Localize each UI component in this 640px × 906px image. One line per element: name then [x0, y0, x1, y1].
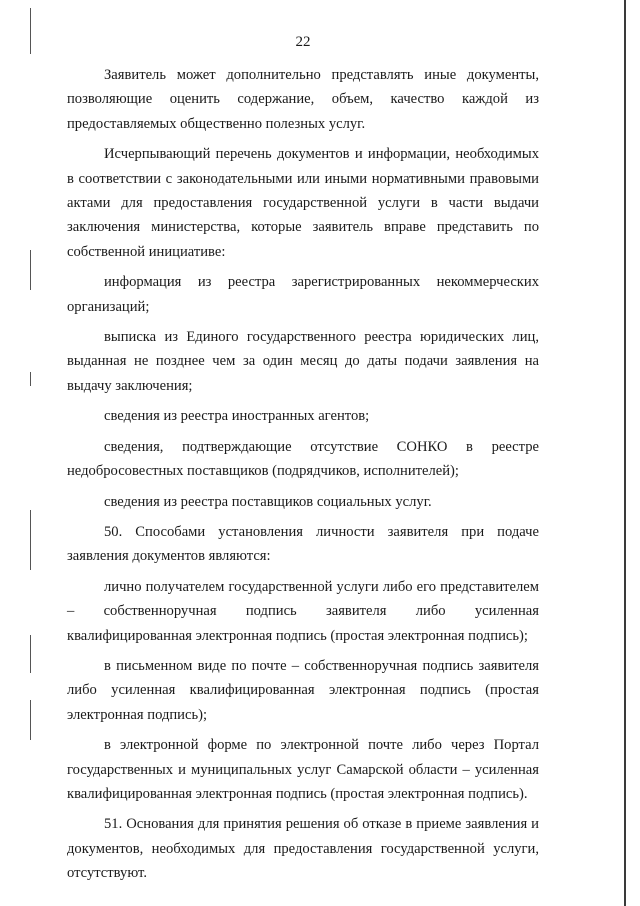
paragraph: выписка из Единого государственного реестра юридических лиц, выданная не позднее чем за один месяц до даты подачи заявления на выдачу заключения;	[67, 329, 539, 394]
scan-artifact	[30, 372, 31, 386]
paragraph: лично получателем государственной услуги либо его представителем – собственноручная подпись заявителя либо усиленная квалифицированная электронная подпись (простая электронная подпись);	[67, 578, 539, 644]
scan-artifact	[30, 510, 31, 570]
paragraph: информация из реестра зарегистрированных некоммерческих организаций;	[67, 274, 539, 315]
paragraph: 51. Основания для принятия решения об отказе в приеме заявления и документов, необходимых для предоставления государственной услуги, отсутствуют.	[67, 816, 539, 882]
page-edge	[624, 0, 626, 906]
paragraph: сведения из реестра иностранных агентов;	[104, 408, 370, 425]
scan-artifact	[30, 700, 31, 740]
paragraph: Заявитель может дополнительно представлять иные документы, позволяющие оценить содержание, объем, качество каждой из предоставляемых общественно полезных услуг.	[67, 67, 539, 132]
paragraph: сведения, подтверждающие отсутствие СОНКО в реестре недобросовестных поставщиков (подрядчиков, исполнителей);	[67, 438, 539, 480]
page-number: 22	[295, 34, 311, 50]
document-body	[67, 63, 539, 886]
paragraph: Исчерпывающий перечень документов и информации, необходимых в соответствии с законодательными или иными нормативными правовыми актами для предоставления государственной услуги в части выдачи заключения министерства, которые заявитель вправе представить по собственной инициативе:	[67, 146, 539, 260]
paragraph: 50. Способами установления личности заявителя при подаче заявления документов являются:	[67, 523, 539, 565]
paragraph: в электронной форме по электронной почте либо через Портал государственных и муниципальных услуг Самарской области – усиленная квалифицированная электронная подпись (простая электронная подпись).	[67, 737, 539, 802]
paragraph: сведения из реестра поставщиков социальных услуг.	[104, 493, 432, 510]
paragraph: в письменном виде по почте – собственноручная подпись заявителя либо усиленная квалифицированная электронная подпись (простая электронная подпись);	[67, 657, 539, 723]
scan-artifact	[30, 250, 31, 290]
scan-artifact	[30, 635, 31, 673]
